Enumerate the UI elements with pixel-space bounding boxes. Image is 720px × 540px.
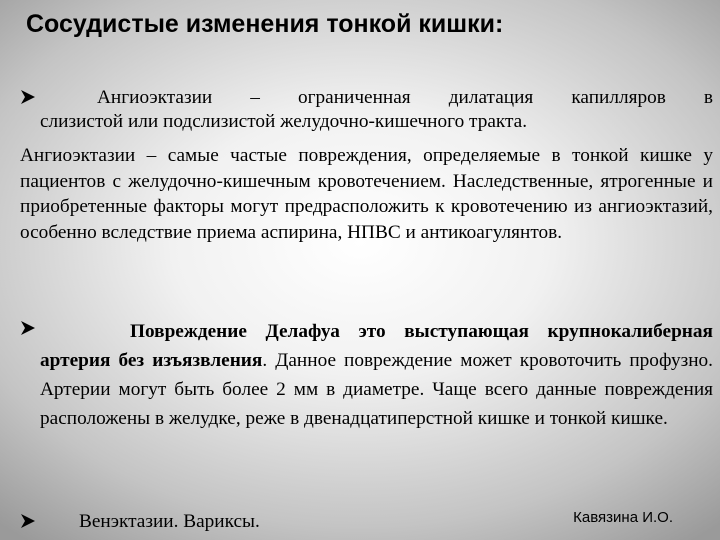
slide-title: Сосудистые изменения тонкой кишки:: [26, 10, 504, 38]
dieulafoy-details: . Данное повреждение может кровоточить профузно. Артерии могут быть более 2 мм в диаметре. Чаще всего данные повреждения расположены в желудке, реже в двенадцатиперстной кишке и тонкой кишке.: [40, 350, 713, 429]
bullet-dieulafoy: [20, 317, 713, 433]
dieulafoy-definition: Повреждение Делафуа это выступающая крупнокалиберная артерия без изъязвления: [40, 321, 713, 371]
bullet-venectasia: Венэктазии. Вариксы.: [79, 511, 260, 532]
bullet-angioectasia: [20, 86, 713, 134]
arrow-bullet-icon: [20, 513, 36, 529]
paragraph-angioectasia-details: Ангиоэктазии – самые частые повреждения, определяемые в тонкой кишке у пациентов с желудочно-кишечным кровотечением. Наследственные, ятрогенные и приобретенные факторы могут предрасположить к кровотечению из ангиоэктазий, особенно вследствие приема аспирина, НПВС и антикоагулянтов.: [20, 145, 713, 244]
author-name: Кавязина И.О.: [573, 509, 673, 526]
bullet-angioectasia-line1: Ангиоэктазии – ограниченная дилатация капилляров в: [97, 87, 713, 108]
bullet-angioectasia-line2: слизистой или подслизистой желудочно-кишечного тракта.: [40, 111, 528, 132]
